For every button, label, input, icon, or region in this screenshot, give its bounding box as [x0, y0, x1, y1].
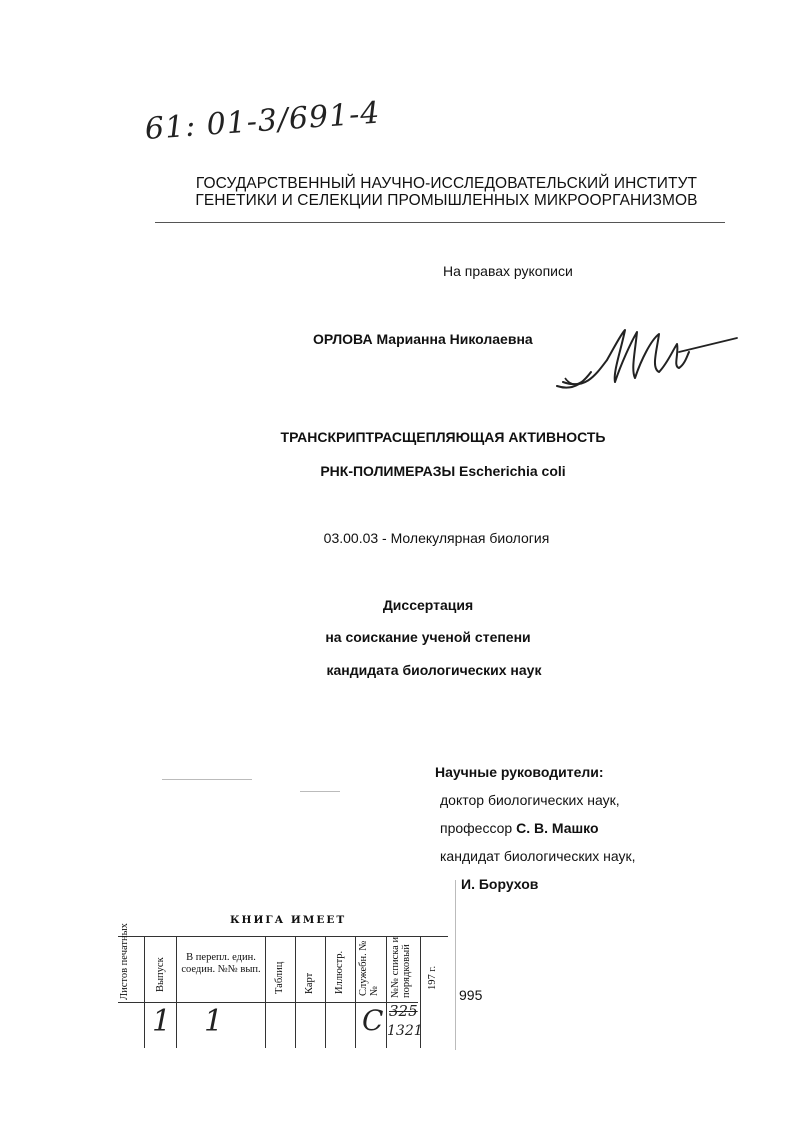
year-fragment: 995: [459, 987, 483, 1003]
scan-artifact-line: [300, 791, 340, 792]
institute-line-2: ГЕНЕТИКИ И СЕЛЕКЦИИ ПРОМЫШЛЕННЫХ МИКРООРГАНИЗМОВ: [195, 192, 698, 209]
library-stamp: [118, 910, 448, 1048]
title-line-2: РНК-ПОЛИМЕРАЗЫ Escherichia coli: [320, 463, 566, 479]
stamp-col-list-number: №№ списка и порядковый: [390, 936, 412, 998]
supervisors-heading: Научные руководители:: [435, 764, 604, 780]
stamp-entry-binding: 1: [204, 1004, 224, 1039]
signature-mark: [555, 320, 745, 400]
author-name: ОРЛОВА Марианна Николаевна: [313, 331, 533, 347]
stamp-col-sheets: Листов печатных: [119, 923, 130, 1000]
supervisor-2-name: И. Борухов: [461, 876, 539, 892]
stamp-entry-order: 1321: [387, 1023, 423, 1039]
stamp-col-issue: Выпуск: [155, 957, 166, 992]
manuscript-note: На правах рукописи: [443, 263, 573, 279]
stamp-col-tables: Таблиц: [274, 961, 285, 994]
stamp-entry-list: 325: [389, 1002, 418, 1020]
degree-line-1: Диссертация: [382, 597, 474, 613]
stamp-entry-service: С: [362, 1004, 384, 1037]
stamp-col-illustrations: Иллюстр.: [334, 950, 345, 994]
supervisor-1-name-line: [440, 820, 599, 836]
degree-line-2: на соискание ученой степени: [325, 629, 531, 645]
stamp-entry-issue: 1: [152, 1004, 172, 1039]
stamp-title: КНИГА ИМЕЕТ: [230, 914, 347, 926]
stamp-col-binding: В перепл. един. соедин. №№ вып.: [181, 952, 261, 975]
title-line-1: ТРАНСКРИПТРАСЩЕПЛЯЮЩАЯ АКТИВНОСТЬ: [280, 429, 606, 445]
archive-code: 61: 01-3/691-4: [143, 95, 382, 147]
supervisor-1-name: С. В. Машко: [516, 820, 599, 836]
scan-artifact-vline: [455, 880, 456, 1050]
institute-line-1: ГОСУДАРСТВЕННЫЙ НАУЧНО-ИССЛЕДОВАТЕЛЬСКИЙ ИНСТИТУТ: [195, 175, 698, 192]
scan-artifact-line: [162, 779, 252, 780]
stamp-col-maps: Карт: [304, 972, 315, 994]
stamp-col-service: Служебн. №№: [358, 940, 380, 996]
supervisor-1-degree: доктор биологических наук,: [440, 792, 620, 808]
specialty: 03.00.03 - Молекулярная биология: [323, 530, 550, 546]
supervisor-1-title: профессор: [440, 820, 517, 836]
supervisor-2-degree: кандидат биологических наук,: [440, 848, 636, 864]
degree-line-3: кандидата биологических наук: [326, 662, 542, 678]
header-rule: [155, 222, 725, 223]
stamp-col-year: 197 г.: [427, 965, 438, 990]
